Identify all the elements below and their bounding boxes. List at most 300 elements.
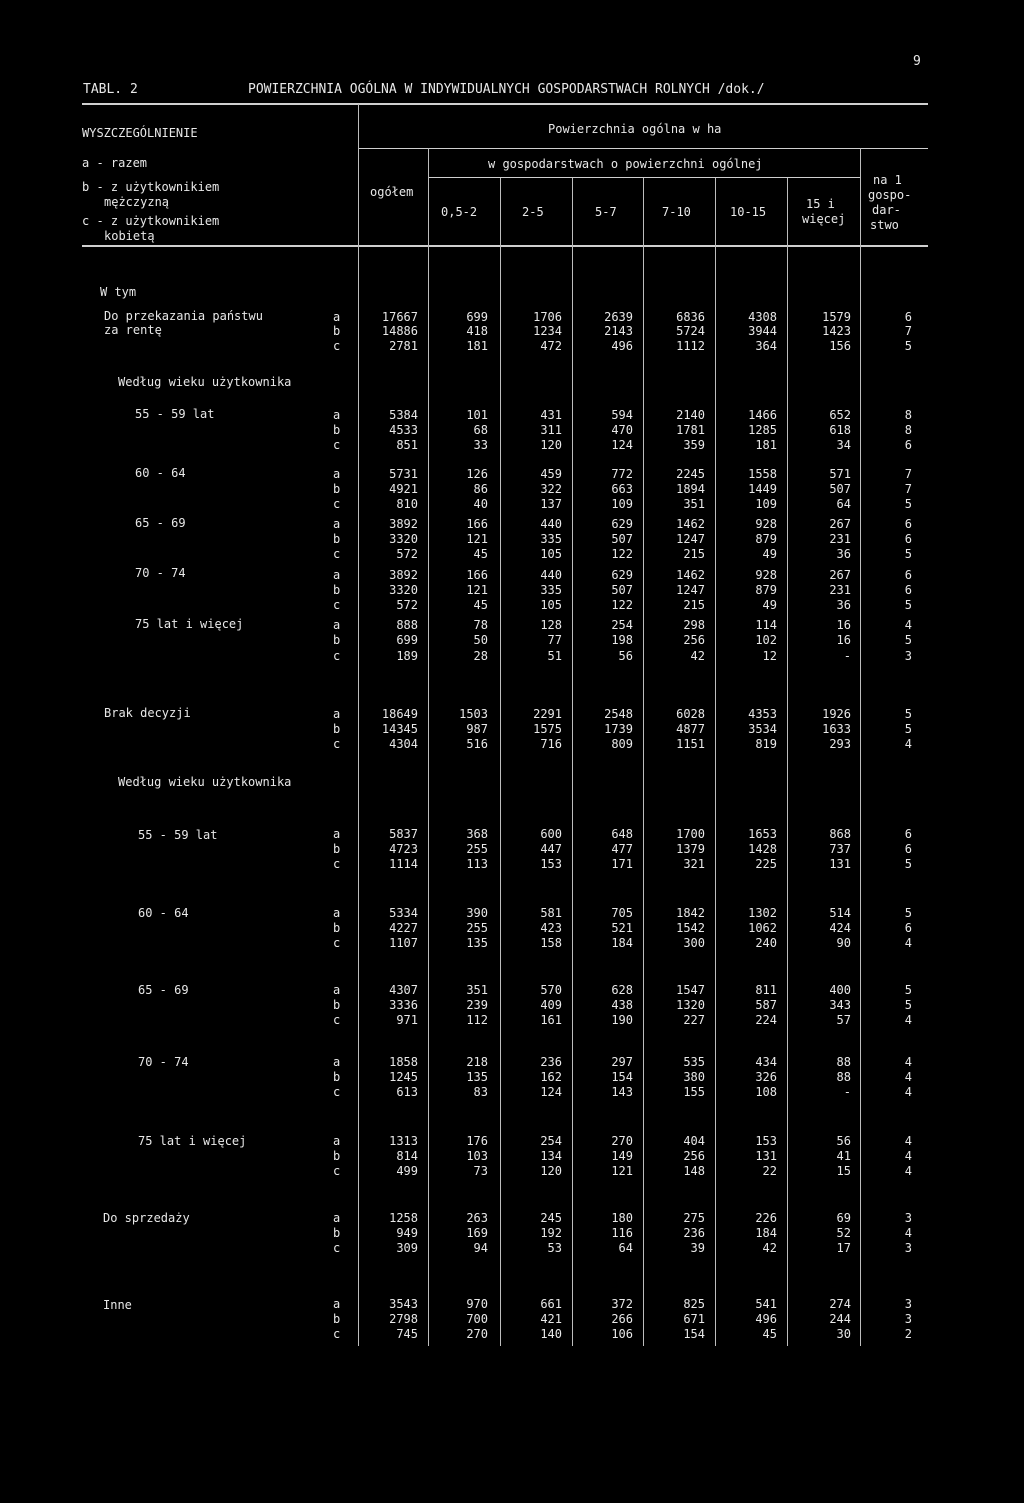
cell: 156 <box>829 339 851 353</box>
cell: 254 <box>611 618 633 632</box>
cell: 225 <box>755 857 777 871</box>
row-key: a <box>333 1055 341 1069</box>
cell: 470 <box>611 423 633 437</box>
cell: 5 <box>904 633 912 647</box>
cell: 4 <box>904 1134 912 1148</box>
row-key: c <box>333 339 341 353</box>
cell: 434 <box>755 1055 777 1069</box>
cell: - <box>843 1085 851 1099</box>
label-age2-65: 65 - 69 <box>138 983 189 997</box>
cell: 879 <box>755 532 777 546</box>
cell: 648 <box>611 827 633 841</box>
row-key: c <box>333 936 341 950</box>
cell: 275 <box>683 1211 705 1225</box>
row-key: c <box>333 598 341 612</box>
cell: 928 <box>755 568 777 582</box>
cell: 6 <box>904 517 912 531</box>
row-key: b <box>333 998 341 1012</box>
cell: 5 <box>904 707 912 721</box>
cell: 496 <box>611 339 633 353</box>
cell: 418 <box>466 324 488 338</box>
cell: 629 <box>611 517 633 531</box>
cell: 148 <box>683 1164 705 1178</box>
cell: 5384 <box>389 408 418 422</box>
cell: 109 <box>611 497 633 511</box>
cell: 6 <box>904 310 912 324</box>
cell: 158 <box>540 936 562 950</box>
cell: 440 <box>540 517 562 531</box>
label-section-1: Do przekazania państwu <box>104 309 263 323</box>
row-key: b <box>333 423 341 437</box>
cell: 6 <box>904 842 912 856</box>
label-age2-75: 75 lat i więcej <box>138 1134 247 1148</box>
cell: 5 <box>904 857 912 871</box>
cell: 970 <box>466 1297 488 1311</box>
label-age-75: 75 lat i więcej <box>135 617 244 631</box>
cell: 184 <box>611 936 633 950</box>
cell: 181 <box>755 438 777 452</box>
cell: 5731 <box>389 467 418 481</box>
cell: 121 <box>611 1164 633 1178</box>
cell: 78 <box>473 618 488 632</box>
cell: 507 <box>829 482 851 496</box>
cell: 171 <box>611 857 633 871</box>
cell: 1700 <box>676 827 705 841</box>
cell: 472 <box>540 339 562 353</box>
cell: 1258 <box>389 1211 418 1225</box>
cell: 215 <box>683 598 705 612</box>
cell: 30 <box>836 1327 851 1341</box>
cell: 507 <box>611 583 633 597</box>
label-age-55: 55 - 59 lat <box>135 407 215 421</box>
cell: 5 <box>904 998 912 1012</box>
cell: 102 <box>755 633 777 647</box>
cell: 5 <box>904 906 912 920</box>
cell: 267 <box>829 517 851 531</box>
row-key: a <box>333 1211 341 1225</box>
col-line-7 <box>860 148 861 1346</box>
cell: 1313 <box>389 1134 418 1148</box>
col-header-total: ogółem <box>370 185 414 199</box>
table-title: POWIERZCHNIA OGÓLNA W INDYWIDUALNYCH GOSPODARSTWACH ROLNYCH /dok./ <box>248 82 765 97</box>
col-header-per-farm-1: na 1 <box>873 173 902 187</box>
cell: 45 <box>473 598 488 612</box>
cell: 256 <box>683 1149 705 1163</box>
cell: 321 <box>683 857 705 871</box>
cell: 45 <box>762 1327 777 1341</box>
row-key: b <box>333 633 341 647</box>
row-key: c <box>333 857 341 871</box>
cell: 41 <box>836 1149 851 1163</box>
cell: 3 <box>904 1241 912 1255</box>
cell: 50 <box>473 633 488 647</box>
row-key: b <box>333 482 341 496</box>
cell: 716 <box>540 737 562 751</box>
cell: 572 <box>396 547 418 561</box>
col-header-3: 5-7 <box>595 205 617 219</box>
cell: 16 <box>836 633 851 647</box>
cell: 423 <box>540 921 562 935</box>
cell: 811 <box>755 983 777 997</box>
cell: 231 <box>829 583 851 597</box>
cell: 1112 <box>676 339 705 353</box>
cell: 949 <box>396 1226 418 1240</box>
cell: 571 <box>829 467 851 481</box>
col-header-per-farm-4: stwo <box>870 218 899 232</box>
cell: 2781 <box>389 339 418 353</box>
cell: 153 <box>755 1134 777 1148</box>
cell: 663 <box>611 482 633 496</box>
cell: 368 <box>466 827 488 841</box>
cell: 255 <box>466 921 488 935</box>
cell: 409 <box>540 998 562 1012</box>
row-key: b <box>333 842 341 856</box>
cell: 176 <box>466 1134 488 1148</box>
cell: 6 <box>904 438 912 452</box>
cell: 1062 <box>748 921 777 935</box>
cell: 5 <box>904 339 912 353</box>
cell: 1781 <box>676 423 705 437</box>
cell: 6 <box>904 583 912 597</box>
cell: 36 <box>836 598 851 612</box>
row-key: b <box>333 921 341 935</box>
cell: 161 <box>540 1013 562 1027</box>
col-header-per-farm-2: gospo- <box>868 188 912 202</box>
cell: 126 <box>466 467 488 481</box>
cell: 166 <box>466 568 488 582</box>
cell: 124 <box>540 1085 562 1099</box>
cell: 447 <box>540 842 562 856</box>
cell: 121 <box>466 583 488 597</box>
cell: 52 <box>836 1226 851 1240</box>
row-key: a <box>333 1134 341 1148</box>
cell: 4 <box>904 1085 912 1099</box>
col-line-5 <box>715 178 716 1346</box>
legend-a: a - razem <box>82 156 148 170</box>
cell: 1302 <box>748 906 777 920</box>
cell: 928 <box>755 517 777 531</box>
label-by-age-2: Według wieku użytkownika <box>118 775 292 789</box>
label-by-age-1: Według wieku użytkownika <box>118 375 292 389</box>
cell: 359 <box>683 438 705 452</box>
cell: 1542 <box>676 921 705 935</box>
cell: 364 <box>755 339 777 353</box>
cell: 1842 <box>676 906 705 920</box>
cell: 1247 <box>676 583 705 597</box>
cell: 5 <box>904 598 912 612</box>
cell: 390 <box>466 906 488 920</box>
cell: 4 <box>904 936 912 950</box>
row-key: c <box>333 547 341 561</box>
cell: 106 <box>611 1327 633 1341</box>
cell: 7 <box>904 324 912 338</box>
row-key: b <box>333 1149 341 1163</box>
cell: 4304 <box>389 737 418 751</box>
cell: 705 <box>611 906 633 920</box>
cell: 3336 <box>389 998 418 1012</box>
cell: 2143 <box>604 324 633 338</box>
cell: 53 <box>547 1241 562 1255</box>
row-key: a <box>333 707 341 721</box>
page-number: 9 <box>913 54 921 69</box>
cell: 1247 <box>676 532 705 546</box>
cell: 33 <box>473 438 488 452</box>
row-key: b <box>333 324 341 338</box>
cell: 263 <box>466 1211 488 1225</box>
cell: 4533 <box>389 423 418 437</box>
cell: 3 <box>904 1297 912 1311</box>
cell: 572 <box>396 598 418 612</box>
cell: 594 <box>611 408 633 422</box>
row-key: a <box>333 983 341 997</box>
cell: 4723 <box>389 842 418 856</box>
cell: 4877 <box>676 722 705 736</box>
cell: 309 <box>396 1241 418 1255</box>
cell: 135 <box>466 936 488 950</box>
cell: 661 <box>540 1297 562 1311</box>
cell: 73 <box>473 1164 488 1178</box>
cell: 266 <box>611 1312 633 1326</box>
cell: 628 <box>611 983 633 997</box>
cell: 810 <box>396 497 418 511</box>
cell: 114 <box>755 618 777 632</box>
legend-c2: kobietą <box>104 229 155 243</box>
row-key: c <box>333 1241 341 1255</box>
cell: 198 <box>611 633 633 647</box>
table-label: TABL. 2 <box>83 82 138 97</box>
cell: 1633 <box>822 722 851 736</box>
cell: 121 <box>466 532 488 546</box>
cell: 270 <box>466 1327 488 1341</box>
cell: 1234 <box>533 324 562 338</box>
cell: 380 <box>683 1070 705 1084</box>
cell: 772 <box>611 467 633 481</box>
cell: 224 <box>755 1013 777 1027</box>
row-key: a <box>333 906 341 920</box>
cell: 1107 <box>389 936 418 950</box>
cell: 1245 <box>389 1070 418 1084</box>
cell: 137 <box>540 497 562 511</box>
col-header-per-farm-3: dar- <box>872 203 901 217</box>
cell: 1706 <box>533 310 562 324</box>
spanner-rule <box>358 148 928 149</box>
cell: 120 <box>540 1164 562 1178</box>
cell: 3320 <box>389 583 418 597</box>
row-key: b <box>333 1312 341 1326</box>
cell: 109 <box>755 497 777 511</box>
cell: 293 <box>829 737 851 751</box>
cell: 300 <box>683 936 705 950</box>
label-age2-55: 55 - 59 lat <box>138 828 218 842</box>
cell: 39 <box>690 1241 705 1255</box>
cell: 245 <box>540 1211 562 1225</box>
cell: 120 <box>540 438 562 452</box>
cell: 5334 <box>389 906 418 920</box>
cell: 17667 <box>381 310 418 324</box>
cell: 809 <box>611 737 633 751</box>
cell: 496 <box>755 1312 777 1326</box>
cell: 477 <box>611 842 633 856</box>
row-key: c <box>333 737 341 751</box>
legend-c: c - z użytkownikiem <box>82 214 220 228</box>
top-rule <box>82 103 928 105</box>
col-line-1 <box>428 148 429 1346</box>
cell: 88 <box>836 1055 851 1069</box>
cell: 1285 <box>748 423 777 437</box>
cell: 745 <box>396 1327 418 1341</box>
cell: 227 <box>683 1013 705 1027</box>
cell: 2 <box>904 1327 912 1341</box>
cell: 987 <box>466 722 488 736</box>
cell: 4 <box>904 1055 912 1069</box>
cell: 64 <box>836 497 851 511</box>
cell: 5837 <box>389 827 418 841</box>
cell: 51 <box>547 649 562 663</box>
cell: 1320 <box>676 998 705 1012</box>
cell: 4307 <box>389 983 418 997</box>
label-section-1b: za rentę <box>104 323 162 337</box>
cell: 737 <box>829 842 851 856</box>
cell: 270 <box>611 1134 633 1148</box>
cell: 1449 <box>748 482 777 496</box>
cell: 131 <box>755 1149 777 1163</box>
cell: 105 <box>540 547 562 561</box>
cell: 1558 <box>748 467 777 481</box>
cell: 3534 <box>748 722 777 736</box>
cell: 613 <box>396 1085 418 1099</box>
cell: 14345 <box>381 722 418 736</box>
cell: 2291 <box>533 707 562 721</box>
cell: 1926 <box>822 707 851 721</box>
cell: 652 <box>829 408 851 422</box>
cell: 181 <box>466 339 488 353</box>
label-w-tym: W tym <box>100 285 137 299</box>
row-key: c <box>333 497 341 511</box>
row-key: c <box>333 1327 341 1341</box>
cell: 124 <box>611 438 633 452</box>
cell: 28 <box>473 649 488 663</box>
cell: 6 <box>904 568 912 582</box>
row-key: a <box>333 408 341 422</box>
cell: 3 <box>904 1211 912 1225</box>
col-line-6 <box>787 178 788 1346</box>
cell: 64 <box>618 1241 633 1255</box>
row-key: b <box>333 1070 341 1084</box>
cell: 541 <box>755 1297 777 1311</box>
cell: 851 <box>396 438 418 452</box>
cell: 6836 <box>676 310 705 324</box>
cell: 162 <box>540 1070 562 1084</box>
cell: 143 <box>611 1085 633 1099</box>
cell: 587 <box>755 998 777 1012</box>
cell: 7 <box>904 482 912 496</box>
label-section-3: Do sprzedaży <box>103 1211 190 1225</box>
cell: 101 <box>466 408 488 422</box>
cell: 18649 <box>381 707 418 721</box>
cell: 4 <box>904 618 912 632</box>
cell: 134 <box>540 1149 562 1163</box>
cell: 8 <box>904 408 912 422</box>
cell: 4308 <box>748 310 777 324</box>
cell: 421 <box>540 1312 562 1326</box>
cell: 128 <box>540 618 562 632</box>
cell: 1858 <box>389 1055 418 1069</box>
cell: 499 <box>396 1164 418 1178</box>
cell: 3 <box>904 1312 912 1326</box>
cell: 122 <box>611 547 633 561</box>
cell: 3543 <box>389 1297 418 1311</box>
cell: 105 <box>540 598 562 612</box>
cell: 3892 <box>389 568 418 582</box>
cell: 4 <box>904 737 912 751</box>
cell: 77 <box>547 633 562 647</box>
cell: 825 <box>683 1297 705 1311</box>
cell: 5 <box>904 497 912 511</box>
cell: 240 <box>755 936 777 950</box>
cell: 154 <box>611 1070 633 1084</box>
cell: 40 <box>473 497 488 511</box>
cell: 236 <box>540 1055 562 1069</box>
cell: 113 <box>466 857 488 871</box>
cell: 254 <box>540 1134 562 1148</box>
col-line-3 <box>572 178 573 1346</box>
cell: 4353 <box>748 707 777 721</box>
row-key: b <box>333 1226 341 1240</box>
cell: 868 <box>829 827 851 841</box>
cell: 5 <box>904 983 912 997</box>
cell: 335 <box>540 583 562 597</box>
cell: 351 <box>683 497 705 511</box>
cell: 1428 <box>748 842 777 856</box>
row-key: c <box>333 1164 341 1178</box>
col-header-5: 10-15 <box>730 205 767 219</box>
cell: 45 <box>473 547 488 561</box>
cell: 311 <box>540 423 562 437</box>
cell: 153 <box>540 857 562 871</box>
cell: 7 <box>904 467 912 481</box>
cell: 108 <box>755 1085 777 1099</box>
cell: 49 <box>762 598 777 612</box>
cell: 699 <box>466 310 488 324</box>
cell: 17 <box>836 1241 851 1255</box>
cell: 149 <box>611 1149 633 1163</box>
row-key: a <box>333 618 341 632</box>
col-header-4: 7-10 <box>662 205 691 219</box>
cell: 1423 <box>822 324 851 338</box>
cell: 190 <box>611 1013 633 1027</box>
cell: 1151 <box>676 737 705 751</box>
spanner-title: Powierzchnia ogólna w ha <box>548 122 722 136</box>
cell: 12 <box>762 649 777 663</box>
row-key: c <box>333 1013 341 1027</box>
label-age-65: 65 - 69 <box>135 516 186 530</box>
cell: 1503 <box>459 707 488 721</box>
cell: 671 <box>683 1312 705 1326</box>
cell: 814 <box>396 1149 418 1163</box>
cell: 189 <box>396 649 418 663</box>
cell: 180 <box>611 1211 633 1225</box>
row-key: a <box>333 827 341 841</box>
cell: 535 <box>683 1055 705 1069</box>
cell: 4 <box>904 1013 912 1027</box>
label-age2-60: 60 - 64 <box>138 906 189 920</box>
cell: 154 <box>683 1327 705 1341</box>
cell: 879 <box>755 583 777 597</box>
cell: 226 <box>755 1211 777 1225</box>
cell: 5724 <box>676 324 705 338</box>
cell: 400 <box>829 983 851 997</box>
cell: 298 <box>683 618 705 632</box>
